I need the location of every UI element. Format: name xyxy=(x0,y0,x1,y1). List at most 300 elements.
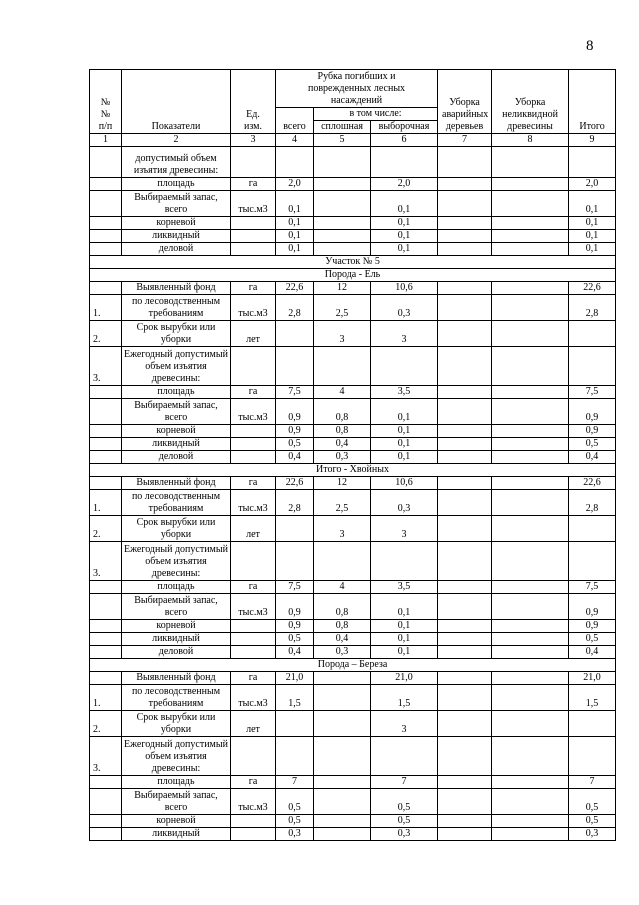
table-row xyxy=(90,386,616,399)
table-row xyxy=(90,347,616,386)
total-cut-cell: 0,1 xyxy=(276,217,314,230)
illiquid-cell xyxy=(492,191,569,217)
illiquid-cell xyxy=(492,490,569,516)
table-row xyxy=(90,620,616,633)
selective-cut-cell: 21,0 xyxy=(371,672,438,685)
total-cell: 0,1 xyxy=(569,243,616,256)
section-title: Порода – Береза xyxy=(90,659,616,672)
unit-cell xyxy=(231,243,276,256)
windfall-cell xyxy=(438,399,492,425)
clear-cut-cell xyxy=(314,789,371,815)
illiquid-cell xyxy=(492,347,569,386)
total-cut-cell: 2,8 xyxy=(276,295,314,321)
unit-cell: га xyxy=(231,477,276,490)
indicator-cell: допустимый объем изъятия древесины: xyxy=(122,147,231,178)
table-row xyxy=(90,542,616,581)
indicator-cell: деловой xyxy=(122,243,231,256)
section-title: Порода - Ель xyxy=(90,269,616,282)
clear-cut-cell: 2,5 xyxy=(314,490,371,516)
row-number: 1. xyxy=(90,685,122,711)
indicator-cell: площадь xyxy=(122,178,231,191)
indicator-cell: Выявленный фонд xyxy=(122,672,231,685)
illiquid-cell xyxy=(492,711,569,737)
unit-cell xyxy=(231,230,276,243)
clear-cut-cell xyxy=(314,815,371,828)
table-row xyxy=(90,399,616,425)
total-cell xyxy=(569,147,616,178)
table-row xyxy=(90,230,616,243)
illiquid-cell xyxy=(492,321,569,347)
col-number: 8 xyxy=(492,134,569,147)
indicator-cell: корневой xyxy=(122,425,231,438)
total-cell: 0,5 xyxy=(569,633,616,646)
table-row xyxy=(90,490,616,516)
selective-cut-cell: 0,3 xyxy=(371,295,438,321)
total-cell: 0,5 xyxy=(569,815,616,828)
illiquid-cell xyxy=(492,425,569,438)
row-number xyxy=(90,828,122,841)
indicator-cell: ликвидный xyxy=(122,438,231,451)
total-cell: 7,5 xyxy=(569,386,616,399)
total-cut-cell: 0,3 xyxy=(276,828,314,841)
selective-cut-cell: 0,1 xyxy=(371,633,438,646)
indicator-cell: ликвидный xyxy=(122,230,231,243)
total-cut-cell: 22,6 xyxy=(276,477,314,490)
clear-cut-cell: 0,8 xyxy=(314,399,371,425)
total-cell: 22,6 xyxy=(569,282,616,295)
table-row xyxy=(90,147,616,178)
table-row xyxy=(90,737,616,776)
clear-cut-cell: 12 xyxy=(314,282,371,295)
clear-cut-cell: 0,8 xyxy=(314,594,371,620)
indicator-cell: Выявленный фонд xyxy=(122,477,231,490)
col-number: 5 xyxy=(314,134,371,147)
unit-cell: га xyxy=(231,776,276,789)
total-cut-cell: 2,8 xyxy=(276,490,314,516)
total-cell: 21,0 xyxy=(569,672,616,685)
section-row xyxy=(90,269,616,282)
header-group-cutting: Рубка погибших и поврежденных лесных насаждений xyxy=(276,70,438,108)
table-row xyxy=(90,438,616,451)
total-cell: 0,9 xyxy=(569,594,616,620)
clear-cut-cell: 3 xyxy=(314,321,371,347)
table-row xyxy=(90,776,616,789)
col-number: 2 xyxy=(122,134,231,147)
col-number: 9 xyxy=(569,134,616,147)
clear-cut-cell: 12 xyxy=(314,477,371,490)
illiquid-cell xyxy=(492,282,569,295)
total-cut-cell: 0,9 xyxy=(276,594,314,620)
illiquid-cell xyxy=(492,828,569,841)
selective-cut-cell: 1,5 xyxy=(371,685,438,711)
selective-cut-cell: 0,1 xyxy=(371,451,438,464)
header-col-total: Итого xyxy=(569,70,616,134)
total-cut-cell: 0,1 xyxy=(276,243,314,256)
total-cut-cell: 22,6 xyxy=(276,282,314,295)
windfall-cell xyxy=(438,542,492,581)
row-number xyxy=(90,438,122,451)
unit-cell xyxy=(231,425,276,438)
indicator-cell: Выбираемый запас, всего xyxy=(122,191,231,217)
clear-cut-cell: 3 xyxy=(314,516,371,542)
indicator-cell: корневой xyxy=(122,815,231,828)
indicator-cell: ликвидный xyxy=(122,828,231,841)
header-col-total-cut: всего xyxy=(276,108,314,134)
table-row xyxy=(90,581,616,594)
unit-cell xyxy=(231,646,276,659)
total-cut-cell: 0,5 xyxy=(276,789,314,815)
total-cut-cell: 1,5 xyxy=(276,685,314,711)
indicator-cell: по лесоводственным требованиям xyxy=(122,490,231,516)
clear-cut-cell xyxy=(314,347,371,386)
illiquid-cell xyxy=(492,147,569,178)
total-cell: 0,4 xyxy=(569,646,616,659)
total-cell: 2,0 xyxy=(569,178,616,191)
windfall-cell xyxy=(438,477,492,490)
total-cut-cell xyxy=(276,737,314,776)
row-number xyxy=(90,230,122,243)
clear-cut-cell xyxy=(314,243,371,256)
table-row xyxy=(90,646,616,659)
illiquid-cell xyxy=(492,672,569,685)
header-col-clear: сплошная xyxy=(314,121,371,134)
unit-cell: тыс.м3 xyxy=(231,490,276,516)
illiquid-cell xyxy=(492,594,569,620)
total-cut-cell: 0,5 xyxy=(276,438,314,451)
windfall-cell xyxy=(438,581,492,594)
table-row xyxy=(90,633,616,646)
illiquid-cell xyxy=(492,542,569,581)
table-row xyxy=(90,425,616,438)
selective-cut-cell: 0,3 xyxy=(371,490,438,516)
total-cut-cell: 0,9 xyxy=(276,399,314,425)
total-cut-cell: 0,4 xyxy=(276,646,314,659)
unit-cell xyxy=(231,737,276,776)
illiquid-cell xyxy=(492,581,569,594)
indicator-cell: Срок вырубки или уборки xyxy=(122,516,231,542)
table-header xyxy=(90,70,616,147)
row-number: 2. xyxy=(90,321,122,347)
table-row xyxy=(90,815,616,828)
windfall-cell xyxy=(438,672,492,685)
section-row xyxy=(90,256,616,269)
total-cut-cell: 0,9 xyxy=(276,425,314,438)
total-cut-cell: 0,1 xyxy=(276,191,314,217)
illiquid-cell xyxy=(492,776,569,789)
unit-cell: лет xyxy=(231,711,276,737)
selective-cut-cell: 0,1 xyxy=(371,243,438,256)
clear-cut-cell: 0,4 xyxy=(314,633,371,646)
selective-cut-cell: 0,1 xyxy=(371,646,438,659)
clear-cut-cell xyxy=(314,737,371,776)
row-number: 2. xyxy=(90,711,122,737)
indicator-cell: корневой xyxy=(122,620,231,633)
illiquid-cell xyxy=(492,438,569,451)
selective-cut-cell: 10,6 xyxy=(371,282,438,295)
illiquid-cell xyxy=(492,646,569,659)
row-number xyxy=(90,633,122,646)
total-cell: 0,9 xyxy=(569,399,616,425)
indicator-cell: по лесоводственным требованиям xyxy=(122,685,231,711)
unit-cell: лет xyxy=(231,321,276,347)
clear-cut-cell: 4 xyxy=(314,386,371,399)
windfall-cell xyxy=(438,217,492,230)
row-number xyxy=(90,282,122,295)
selective-cut-cell xyxy=(371,147,438,178)
indicator-cell: деловой xyxy=(122,451,231,464)
row-number xyxy=(90,399,122,425)
clear-cut-cell xyxy=(314,828,371,841)
row-number xyxy=(90,451,122,464)
unit-cell: тыс.м3 xyxy=(231,594,276,620)
header-col-windfall: Уборка аварийных деревьев xyxy=(438,70,492,134)
row-number: 1. xyxy=(90,295,122,321)
clear-cut-cell xyxy=(314,542,371,581)
selective-cut-cell: 0,1 xyxy=(371,425,438,438)
indicator-cell: Ежегодный допустимый объем изъятия древесины: xyxy=(122,737,231,776)
header-incl-label: в том числе: xyxy=(314,108,438,121)
clear-cut-cell xyxy=(314,776,371,789)
windfall-cell xyxy=(438,711,492,737)
unit-cell xyxy=(231,542,276,581)
illiquid-cell xyxy=(492,477,569,490)
unit-cell xyxy=(231,828,276,841)
total-cell: 22,6 xyxy=(569,477,616,490)
total-cut-cell: 7 xyxy=(276,776,314,789)
row-number xyxy=(90,620,122,633)
total-cut-cell xyxy=(276,516,314,542)
unit-cell: га xyxy=(231,178,276,191)
windfall-cell xyxy=(438,646,492,659)
col-number: 7 xyxy=(438,134,492,147)
selective-cut-cell: 3,5 xyxy=(371,581,438,594)
clear-cut-cell xyxy=(314,217,371,230)
indicator-cell: Выбираемый запас, всего xyxy=(122,594,231,620)
windfall-cell xyxy=(438,633,492,646)
selective-cut-cell: 0,1 xyxy=(371,438,438,451)
total-cut-cell xyxy=(276,321,314,347)
windfall-cell xyxy=(438,321,492,347)
total-cut-cell: 0,5 xyxy=(276,815,314,828)
row-number xyxy=(90,646,122,659)
row-number: 3. xyxy=(90,542,122,581)
indicator-cell: Ежегодный допустимый объем изъятия древесины: xyxy=(122,542,231,581)
windfall-cell xyxy=(438,789,492,815)
table-row xyxy=(90,516,616,542)
selective-cut-cell: 0,1 xyxy=(371,620,438,633)
indicator-cell: корневой xyxy=(122,217,231,230)
indicator-cell: деловой xyxy=(122,646,231,659)
clear-cut-cell xyxy=(314,230,371,243)
section-row xyxy=(90,659,616,672)
header-number-row xyxy=(90,134,616,147)
windfall-cell xyxy=(438,620,492,633)
total-cell xyxy=(569,711,616,737)
row-number xyxy=(90,477,122,490)
clear-cut-cell: 0,4 xyxy=(314,438,371,451)
row-number xyxy=(90,815,122,828)
table-row xyxy=(90,477,616,490)
total-cut-cell xyxy=(276,711,314,737)
unit-cell xyxy=(231,147,276,178)
windfall-cell xyxy=(438,147,492,178)
table-row xyxy=(90,217,616,230)
total-cut-cell xyxy=(276,147,314,178)
table-row xyxy=(90,295,616,321)
clear-cut-cell xyxy=(314,178,371,191)
row-number: 1. xyxy=(90,490,122,516)
table-row xyxy=(90,711,616,737)
total-cell: 1,5 xyxy=(569,685,616,711)
illiquid-cell xyxy=(492,399,569,425)
table-row xyxy=(90,178,616,191)
total-cell: 0,5 xyxy=(569,789,616,815)
unit-cell xyxy=(231,217,276,230)
row-number xyxy=(90,217,122,230)
header-col-unit: Ед. изм. xyxy=(231,70,276,134)
clear-cut-cell xyxy=(314,685,371,711)
total-cut-cell xyxy=(276,347,314,386)
header-col-num: № № п/п xyxy=(90,70,122,134)
header-col-illiquid: Уборка неликвидной древесины xyxy=(492,70,569,134)
row-number xyxy=(90,672,122,685)
windfall-cell xyxy=(438,594,492,620)
selective-cut-cell: 2,0 xyxy=(371,178,438,191)
table-row xyxy=(90,321,616,347)
total-cut-cell: 21,0 xyxy=(276,672,314,685)
unit-cell: тыс.м3 xyxy=(231,191,276,217)
total-cut-cell: 0,4 xyxy=(276,451,314,464)
selective-cut-cell: 0,5 xyxy=(371,815,438,828)
illiquid-cell xyxy=(492,685,569,711)
illiquid-cell xyxy=(492,789,569,815)
row-number xyxy=(90,581,122,594)
forest-data-table xyxy=(89,69,616,841)
total-cell: 2,8 xyxy=(569,295,616,321)
indicator-cell: площадь xyxy=(122,776,231,789)
illiquid-cell xyxy=(492,243,569,256)
row-number: 3. xyxy=(90,347,122,386)
total-cell: 0,9 xyxy=(569,425,616,438)
clear-cut-cell: 4 xyxy=(314,581,371,594)
total-cut-cell: 0,9 xyxy=(276,620,314,633)
total-cell: 0,3 xyxy=(569,828,616,841)
illiquid-cell xyxy=(492,516,569,542)
selective-cut-cell: 0,1 xyxy=(371,594,438,620)
unit-cell xyxy=(231,451,276,464)
selective-cut-cell: 0,1 xyxy=(371,191,438,217)
unit-cell: тыс.м3 xyxy=(231,685,276,711)
windfall-cell xyxy=(438,282,492,295)
selective-cut-cell: 3 xyxy=(371,711,438,737)
total-cut-cell: 0,5 xyxy=(276,633,314,646)
selective-cut-cell xyxy=(371,737,438,776)
total-cell: 7 xyxy=(569,776,616,789)
indicator-cell: Срок вырубки или уборки xyxy=(122,321,231,347)
table-row xyxy=(90,685,616,711)
clear-cut-cell xyxy=(314,672,371,685)
selective-cut-cell: 7 xyxy=(371,776,438,789)
total-cell xyxy=(569,542,616,581)
windfall-cell xyxy=(438,178,492,191)
col-number: 3 xyxy=(231,134,276,147)
unit-cell xyxy=(231,620,276,633)
selective-cut-cell: 3 xyxy=(371,321,438,347)
windfall-cell xyxy=(438,438,492,451)
row-number xyxy=(90,178,122,191)
unit-cell: га xyxy=(231,672,276,685)
clear-cut-cell: 0,8 xyxy=(314,425,371,438)
windfall-cell xyxy=(438,815,492,828)
selective-cut-cell: 3,5 xyxy=(371,386,438,399)
unit-cell: га xyxy=(231,581,276,594)
windfall-cell xyxy=(438,230,492,243)
row-number xyxy=(90,147,122,178)
table-row xyxy=(90,828,616,841)
selective-cut-cell: 3 xyxy=(371,516,438,542)
total-cell: 0,9 xyxy=(569,620,616,633)
total-cut-cell: 0,1 xyxy=(276,230,314,243)
total-cell: 7,5 xyxy=(569,581,616,594)
unit-cell: тыс.м3 xyxy=(231,789,276,815)
total-cut-cell xyxy=(276,542,314,581)
table-body xyxy=(90,147,616,841)
unit-cell xyxy=(231,633,276,646)
col-number: 1 xyxy=(90,134,122,147)
illiquid-cell xyxy=(492,451,569,464)
total-cut-cell: 2,0 xyxy=(276,178,314,191)
row-number xyxy=(90,594,122,620)
unit-cell: лет xyxy=(231,516,276,542)
illiquid-cell xyxy=(492,737,569,776)
total-cell xyxy=(569,321,616,347)
total-cell: 0,4 xyxy=(569,451,616,464)
total-cell xyxy=(569,516,616,542)
illiquid-cell xyxy=(492,217,569,230)
selective-cut-cell: 0,3 xyxy=(371,828,438,841)
illiquid-cell xyxy=(492,295,569,321)
table-row xyxy=(90,672,616,685)
page-number: 8 xyxy=(586,38,594,54)
total-cut-cell: 7,5 xyxy=(276,581,314,594)
section-title: Итого - Хвойных xyxy=(90,464,616,477)
indicator-cell: Выбираемый запас, всего xyxy=(122,399,231,425)
selective-cut-cell: 0,1 xyxy=(371,399,438,425)
table-row xyxy=(90,451,616,464)
windfall-cell xyxy=(438,347,492,386)
table-row xyxy=(90,282,616,295)
unit-cell: га xyxy=(231,386,276,399)
indicator-cell: Выявленный фонд xyxy=(122,282,231,295)
unit-cell: тыс.м3 xyxy=(231,295,276,321)
selective-cut-cell xyxy=(371,347,438,386)
selective-cut-cell: 0,1 xyxy=(371,230,438,243)
indicator-cell: Срок вырубки или уборки xyxy=(122,711,231,737)
windfall-cell xyxy=(438,490,492,516)
total-cell: 0,5 xyxy=(569,438,616,451)
illiquid-cell xyxy=(492,178,569,191)
total-cell: 0,1 xyxy=(569,191,616,217)
illiquid-cell xyxy=(492,620,569,633)
selective-cut-cell: 0,5 xyxy=(371,789,438,815)
indicator-cell: Выбираемый запас, всего xyxy=(122,789,231,815)
total-cell: 2,8 xyxy=(569,490,616,516)
windfall-cell xyxy=(438,737,492,776)
total-cell: 0,1 xyxy=(569,230,616,243)
section-row xyxy=(90,464,616,477)
windfall-cell xyxy=(438,685,492,711)
indicator-cell: площадь xyxy=(122,386,231,399)
